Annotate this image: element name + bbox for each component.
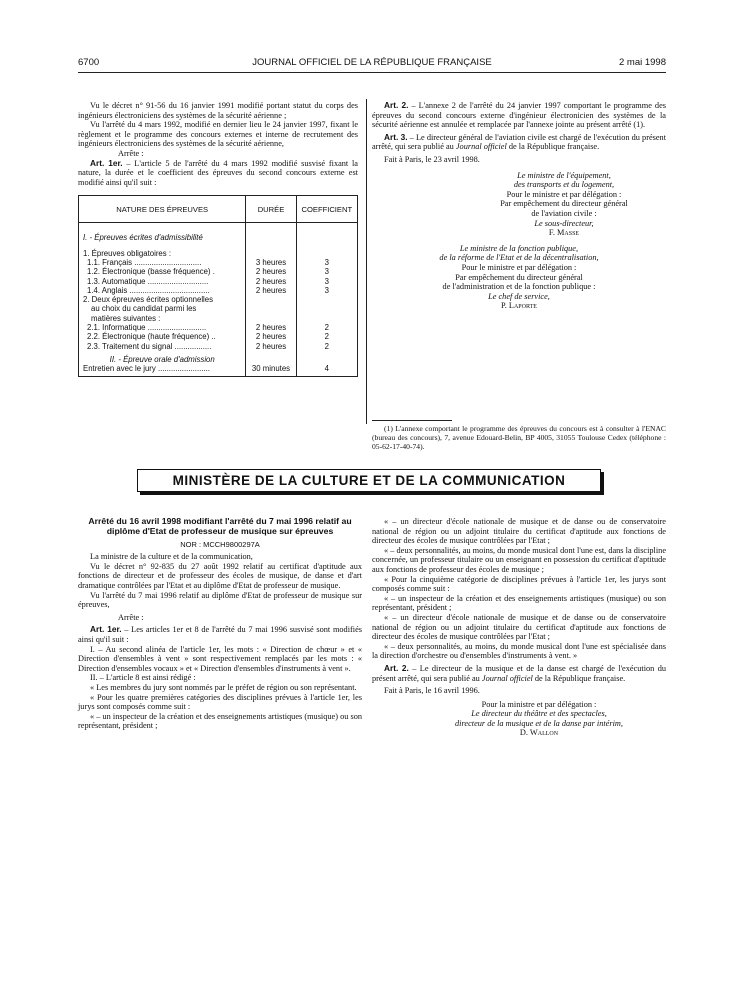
article-1 [78,159,358,188]
footnote [372,425,666,451]
article-text: – L'annexe 2 de l'arrêté du 24 janvier 1997 comportant le programme des épreuves du second concours externe d'ingénieur électronicien des systèmes de la sécurité aérienne est annulée et remplacée par l'annexe jointe au présent arrêté (1). [372,101,666,130]
table-line: 1.4. Anglais ..................................... [87,285,210,295]
table-line: 2.3. Traitement du signal ................. [87,341,212,351]
table-line: 2 heures [255,323,287,333]
top-left-column [78,101,358,377]
table-line: 2 heures [255,341,287,351]
table-line: Entretien avec le jury ........................ [83,364,210,374]
signatory-title: Le sous-directeur, [534,218,594,228]
table-line [250,295,291,304]
footnote-text: (1) L'annexe comportant le programme des épreuves du concours est à consulter à l'ENAC (bureau des concours), 7, avenue Edouard-Belin, BP 4005, 31055 Toulouse Cedex (téléphone : 05-62-17-40-74). [372,424,666,451]
paragraph: « Pour les quatre premières catégories des disciplines prévues à l'article 1er, les jurys sont composés comme suit : [78,692,362,712]
table-line: 2 [324,341,329,351]
paragraph: Vu l'arrêté du 4 mars 1992, modifié en dernier lieu le 24 janvier 1997, fixant le règlement et le programme des concours externes et interne de recrutement des ingénieurs électroniciens des systèmes de la sécurité aérienne, [78,120,358,149]
table-line: 2 heures [255,285,287,295]
signatory-title: Le ministre de la fonction publique, [459,243,579,253]
arrete-label: Arrête : [118,612,144,622]
article-1 [78,625,362,644]
arrete-label: Arrête : [118,148,144,158]
table-line [301,249,353,258]
paragraph: « Les membres du jury sont nommés par le préfet de région ou son représentant. [90,682,357,692]
signature-line: Pour le ministre et par délégation : [506,189,622,199]
article-text: – Les articles 1er et 8 de l'arrêté du 7 mai 1996 susvisé sont modifiés ainsi qu'il suit : [78,625,362,644]
top-right-column [372,101,666,311]
table-line [250,314,291,323]
list-item: « – un inspecteur de la création et des enseignements artistiques (musique) ou son représentant, président ; [372,593,666,613]
table-line: 1. Épreuves obligatoires : [83,248,171,258]
column-divider [366,99,367,424]
table-line: 2 heures [255,267,287,277]
paragraph: II. – L'article 8 est ainsi rédigé : [90,673,196,683]
journal-reference: Journal officiel [481,673,533,683]
article-label: Art. 1er. [90,157,123,168]
list-item: « – un directeur d'école nationale de musique et de danse ou de conservatoire national de région ou un adjoint titulaire du certificat d'aptitude aux fonctions de directeur des écoles de musique contrôlées par l'Etat ; [372,612,666,642]
signatory-title: Le ministre de l'équipement, [517,170,611,180]
list-item: « – un directeur d'école nationale de musique et de danse ou de conservatoire national de région ou un adjoint titulaire du certificat d'aptitude aux fonctions de directeur des écoles de musique contrôlées par l'Etat ; [372,517,666,546]
table-line [301,233,353,242]
article-text: – Le directeur de la musique et de la danse est chargé de l'exécution du présent arrêté, qui sera publié au [372,663,666,683]
table-line [250,233,291,242]
signatory-title: de la réforme de l'Etat et de la décentralisation, [439,253,599,263]
signatory-name: D. Wallon [519,728,559,738]
page-number: 6700 [78,57,100,68]
table-line: 2 [324,332,329,342]
ministry-banner: MINISTÈRE DE LA CULTURE ET DE LA COMMUNICATION [137,469,601,492]
signature-block [412,700,666,738]
signatory-title: directeur de la musique et de la danse par intérim, [455,718,623,728]
table-line: 2. Deux épreuves écrites optionnelles [83,295,214,305]
signatory-title: des transports et du logement, [513,180,615,190]
nature-cell [79,223,246,376]
table-line: au choix du candidat parmi les [91,304,197,314]
page-header [78,57,666,73]
paragraph: Vu le décret n° 91-56 du 16 janvier 1991 modifié portant statut du corps des ingénieurs électroniciens des systèmes de la sécurité aérienne ; [78,101,358,120]
signature-line: de l'aviation civile : [531,208,597,218]
table-line: 1.1. Français ............................... [87,257,202,267]
table-line: 2.1. Informatique ........................... [87,323,207,333]
duree-cell [246,223,296,376]
nor-reference: NOR : MCCH9800297A [180,539,260,549]
header-rule [78,72,666,73]
paragraph: La ministre de la culture et de la communication, [90,552,253,562]
article-3 [372,133,666,152]
issue-date: 2 mai 1998 [618,57,666,68]
column-header: COEFFICIENT [296,196,357,223]
bottom-left-column [78,517,362,731]
table-line [250,304,291,313]
article-text: de la République française. [532,673,626,683]
signatory-title: Le chef de service, [488,291,550,301]
table-line [301,355,353,364]
table-line: 3 [324,267,329,277]
signature-line: Par empêchement du directeur général [500,199,628,209]
journal-reference: Journal officiel [455,142,507,152]
article-label: Art. 2. [384,662,409,673]
table-line [301,295,353,304]
table-line: 3 heures [255,257,287,267]
table-line: 4 [324,364,329,374]
article-text: – L'article 5 de l'arrêté du 4 mars 1992 modifié susvisé fixant la nature, la durée et le coefficient des épreuves du second concours externe est modifié ainsi qu'il suit : [78,158,358,187]
column-header: NATURE DES ÉPREUVES [79,196,246,223]
journal-title: JOURNAL OFFICIEL DE LA RÉPUBLIQUE FRANÇAISE [252,57,492,68]
exam-table [78,195,358,376]
paragraph: I. – Au second alinéa de l'article 1er, les mots : « Direction de chœur » et « Direction d'ensembles à vent » sont respectivement remplacés par les mots : « Direction d'ensembles vocaux » et « Direction d'ensembles d'instruments à vent ». [78,644,362,673]
list-item: « – deux personnalités, au moins, du monde musical dont l'une est spécialisée dans la direction d'orchestre ou d'ensembles d'instruments à vent. » [372,641,666,661]
table-line: 2.2. Électronique (haute fréquence) .. [87,332,216,342]
table-line: 3 [324,276,329,286]
table-line: 2 [324,323,329,333]
article-2 [372,101,666,130]
signature-line: Pour le ministre et par délégation : [461,262,577,272]
table-line: 30 minutes [251,364,291,374]
signature-line: de l'administration et de la fonction publique : [442,282,596,292]
section-heading: II. - Épreuve orale d'admission [109,354,215,364]
footnote-rule [372,420,452,421]
table-line: 3 [324,285,329,295]
table-line: 1.3. Automatique ............................ [87,276,209,286]
table-line: 2 heures [255,276,287,286]
table-line: 1.2. Électronique (basse fréquence) . [87,267,215,277]
paragraph: Vu l'arrêté du 7 mai 1996 relatif au diplôme d'Etat de professeur de musique sur épreuves, [78,590,362,610]
signature-line: Par empêchement du directeur général [455,272,583,282]
paragraph: Vu le décret n° 92-835 du 27 août 1992 relatif au certificat d'aptitude aux fonctions de directeur et de professeur des écoles de musique, de danse et d'art dramatique contrôlées par l'Etat et au diplôme d'Etat de professeur de musique. [78,561,362,590]
column-header: DURÉE [246,196,296,223]
article-label: Art. 3. [384,131,408,142]
article-label: Art. 1er. [90,624,122,635]
coefficient-cell [296,223,357,376]
article-2 [372,664,666,683]
list-item: « – deux personnalités, au moins, du monde musical dont l'une est, dans la discipline concernée, un professeur titulaire ou un enseignant en possession du certificat d'aptitude aux fonctions de professeur des écoles de musique ; [372,545,666,574]
signatory-name: P. Laporte [501,301,537,311]
article-label: Art. 2. [384,100,409,110]
article-text: de la République française. [506,142,600,152]
section-heading: I. - Épreuves écrites d'admissibilité [83,233,203,243]
table-line [250,249,291,258]
table-line: matières suivantes : [91,313,161,323]
bottom-right-column [372,517,666,738]
paragraph: « Pour la cinquième catégorie de disciplines prévues à l'article 1er, les jurys sont composés comme suit : [372,574,666,594]
table-header-row [79,196,358,223]
signatory-title: Le directeur du théâtre et des spectacles, [471,709,607,719]
signature-block-2 [372,244,666,311]
signature-block-1 [462,171,666,238]
table-line [301,304,353,313]
table-line [301,314,353,323]
table-line: 2 heures [255,332,287,342]
signature-line: Pour la ministre et par délégation : [481,699,597,709]
place-date: Fait à Paris, le 16 avril 1996. [384,686,480,696]
paragraph: « – un inspecteur de la création et des enseignements artistiques (musique) ou son représentant, président ; [78,711,362,731]
place-date: Fait à Paris, le 23 avril 1998. [384,154,480,164]
article-text: – Le directeur général de l'aviation civile est chargé de l'exécution du présent arrêté, qui sera publié au [372,132,666,152]
decree-title: Arrêté du 16 avril 1998 modifiant l'arrêté du 7 mai 1996 relatif au diplôme d'Etat de professeur de musique sur épreuves [88,516,352,536]
table-line: 3 [324,257,329,267]
table-line [250,355,291,364]
signatory-name: F. Masse [548,228,580,238]
table-row [79,223,358,376]
